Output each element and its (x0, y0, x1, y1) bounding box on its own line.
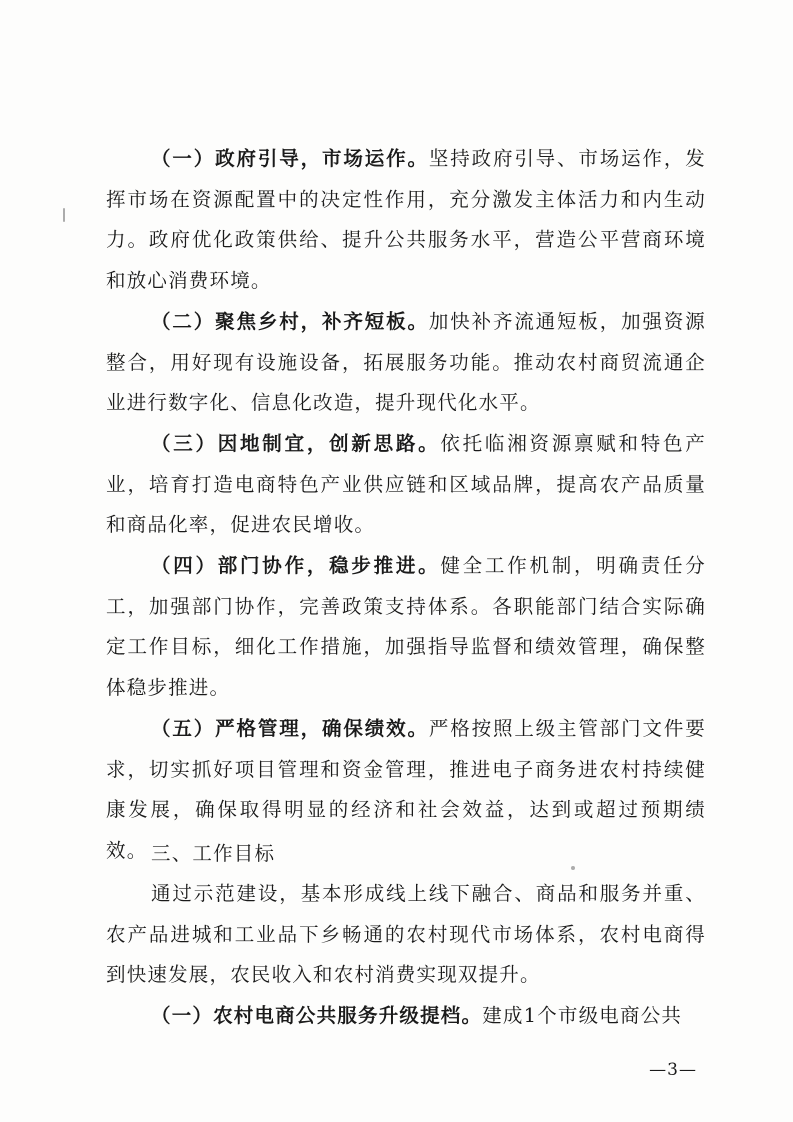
paragraph-4-heading: （四）部门协作，稳步推进。 (151, 554, 441, 577)
paragraph-1-heading: （一）政府引导，市场运作。 (151, 147, 429, 170)
paragraph-2-text: 加快补齐流通短板，加强资源整合，用好现有设施设备，拓展服务功能。推动农村商贸流通企业进行数字化、信息化改造，提升现代化水平。 (106, 310, 706, 414)
section-heading: 三、工作目标 (151, 842, 276, 865)
paragraph-2-heading: （二）聚焦乡村，补齐短板。 (151, 310, 429, 333)
intro-paragraph: 通过示范建设，基本形成线上线下融合、商品和服务并重、农产品进城和工业品下乡畅通的农村现代市场体系，农村电商得到快速发展，农民收入和农村消费实现双提升。 (106, 882, 706, 986)
paragraph-1-text: 坚持政府引导、市场运作，发挥市场在资源配置中的决定性作用，充分激发主体活力和内生动力。政府优化政策供给、提升公共服务水平，营造公平营商环境和放心消费环境。 (106, 147, 706, 292)
paragraph-3 (106, 424, 706, 546)
paragraph-4 (106, 546, 706, 708)
paragraph-last (106, 996, 706, 1037)
paragraph-3-text: 依托临湘资源禀赋和特色产业，培育打造电商特色产业供应链和区域品牌，提高农产品质量和商品化率，促进农民增收。 (106, 432, 706, 536)
scan-mark (63, 208, 65, 222)
paragraph-1 (106, 139, 706, 301)
scan-speck (571, 866, 575, 870)
paragraph-3-heading: （三）因地制宜，创新思路。 (151, 432, 441, 455)
paragraph-2 (106, 302, 706, 424)
paragraph-5-heading: （五）严格管理，确保绩效。 (151, 717, 429, 740)
paragraph-last-heading: （一）农村电商公共服务升级提档。 (151, 1004, 483, 1027)
paragraph-last-text: 建成1个市级电商公共 (482, 1004, 683, 1027)
paragraph-5-text: 严格按照上级主管部门文件要求，切实抓好项目管理和资金管理，推进电子商务进农村持续健康发展，确保取得明显的经济和社会效益，达到或超过预期绩效。 (106, 717, 706, 862)
paragraph-4-text: 健全工作机制，明确责任分工，加强部门协作，完善政策支持体系。各职能部门结合实际确定工作目标，细化工作措施，加强指导监督和绩效管理，确保整体稳步推进。 (106, 554, 706, 699)
page-number: —3— (649, 1060, 697, 1080)
